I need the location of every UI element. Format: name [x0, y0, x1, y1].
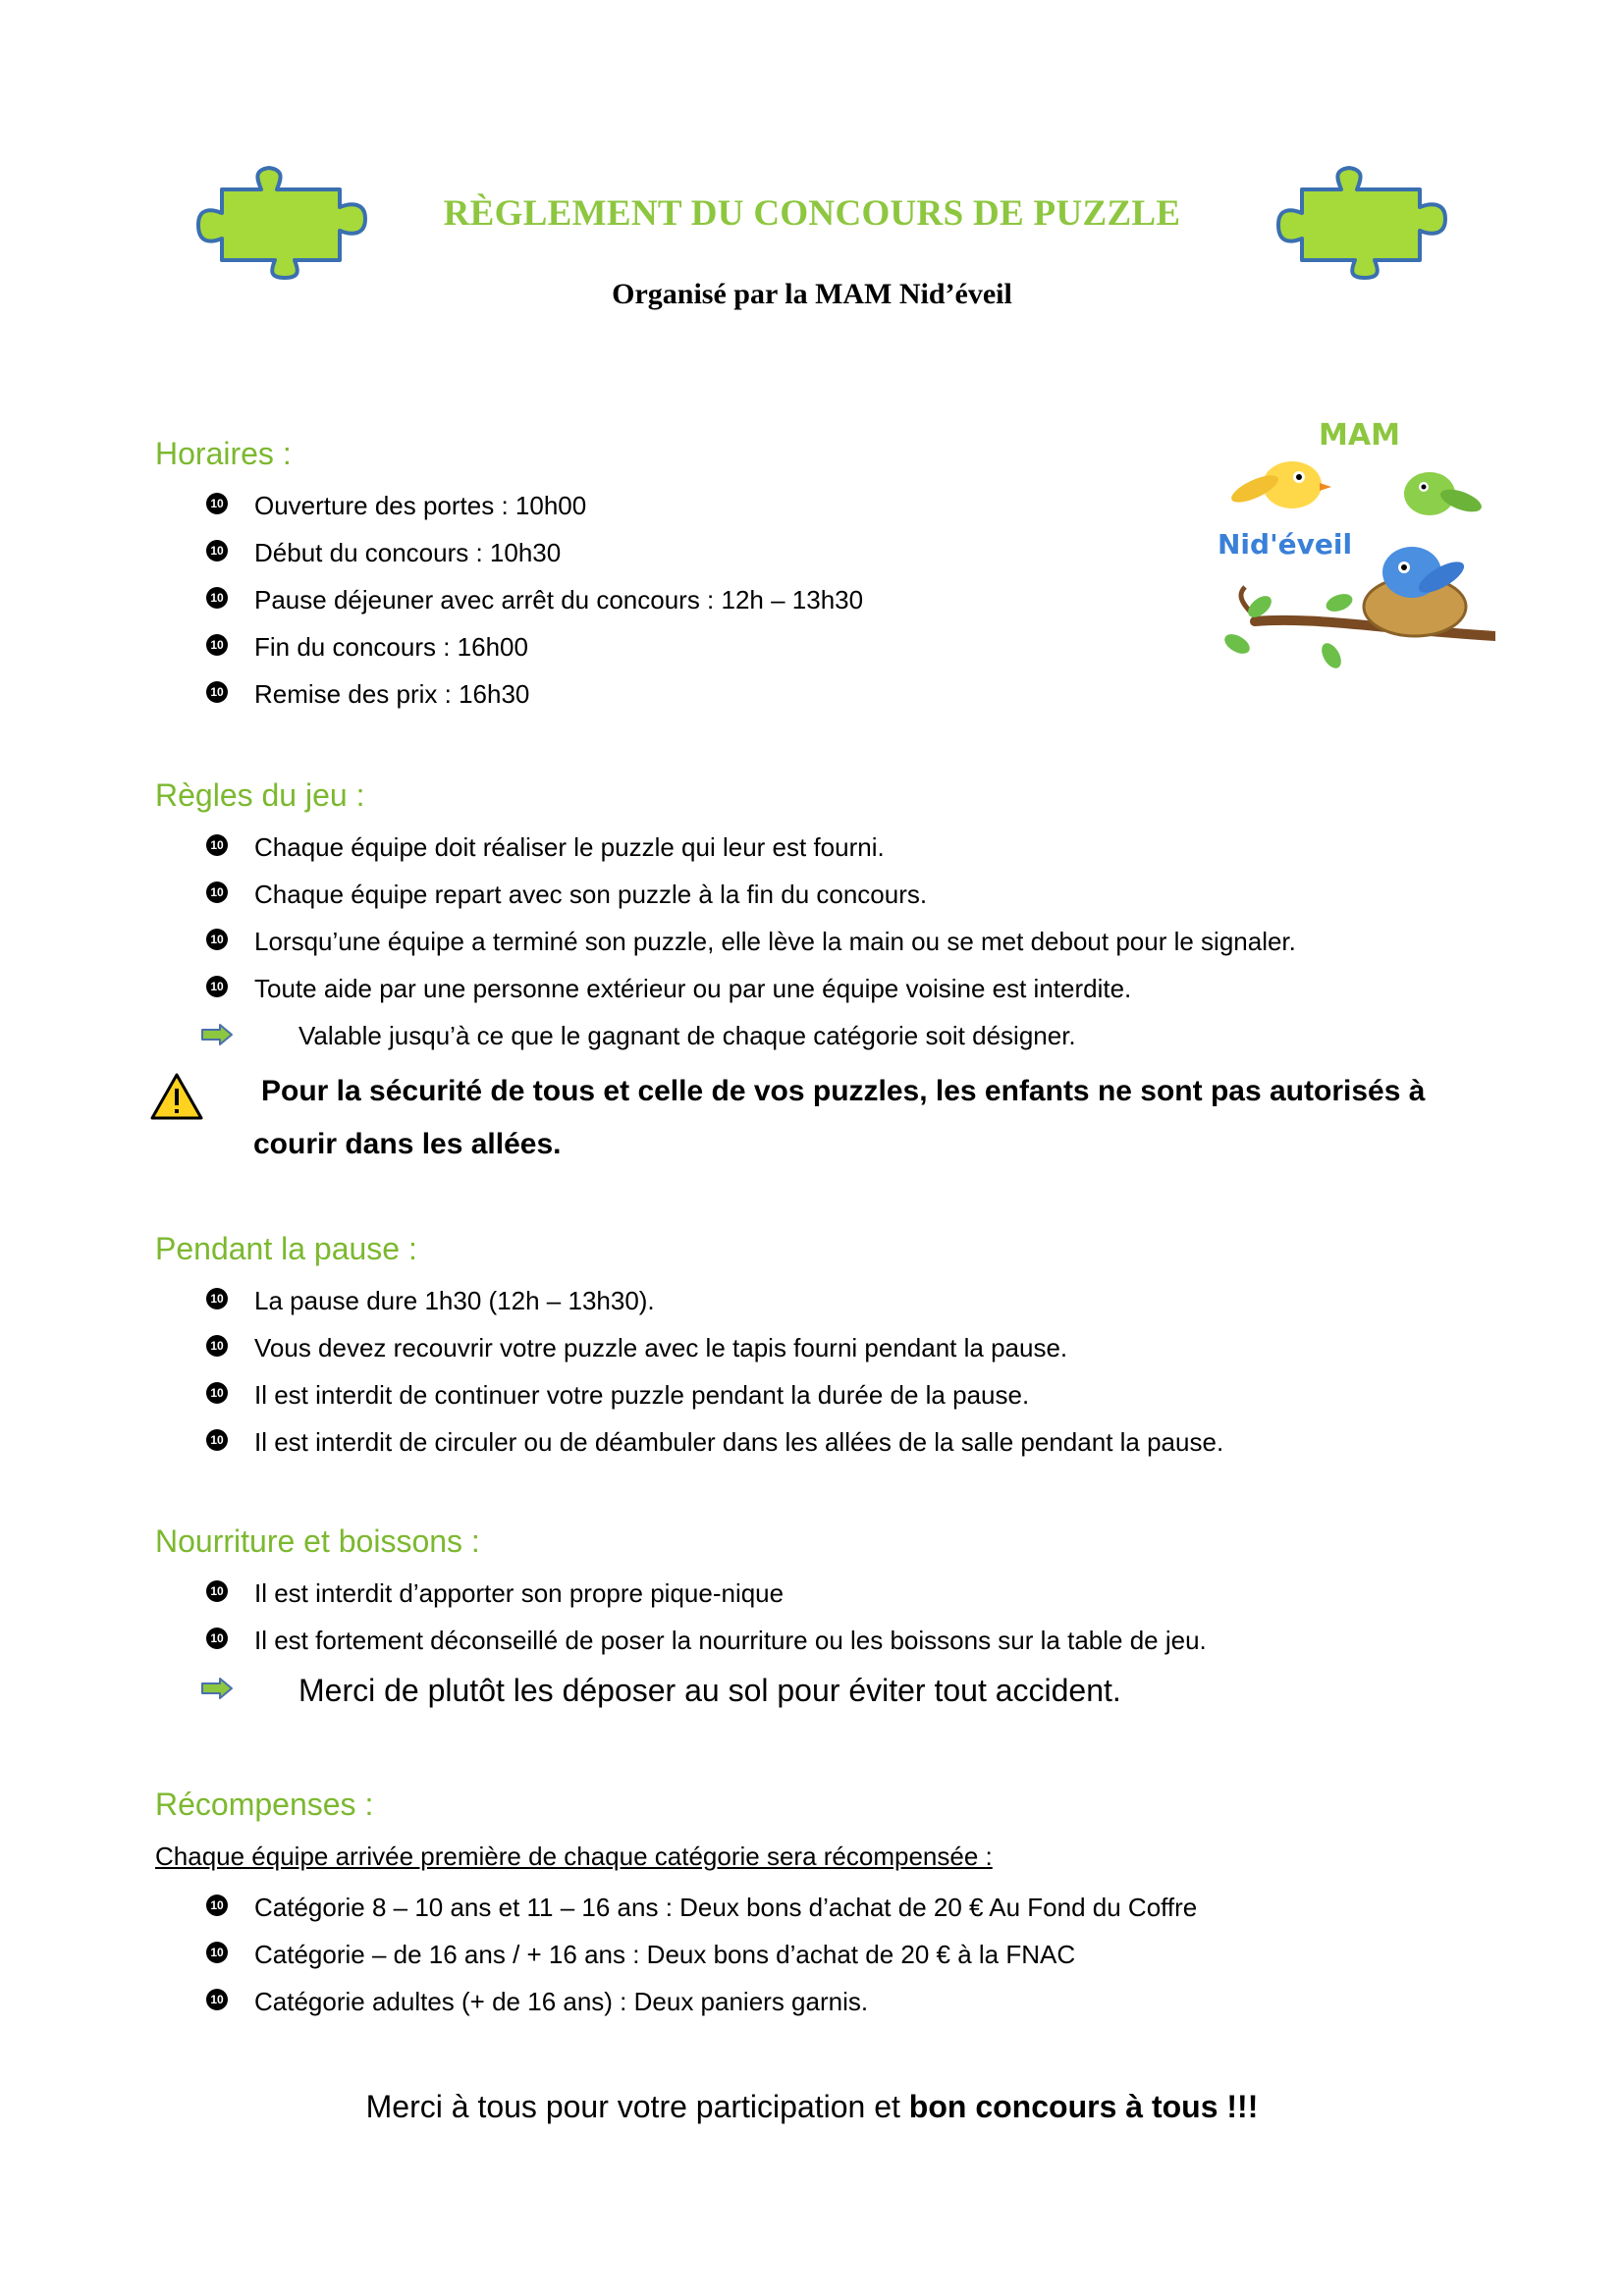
safety-warning: Pour la sécurité de tous et celle de vos puzzles, les enfants ne sont pas autorisés à courir dans les allées.: [253, 1075, 1426, 1160]
bullet-icon: 10: [206, 1429, 228, 1451]
closing-message: Merci à tous pour votre participation et bon concours à tous !!!: [365, 2089, 1259, 2124]
bullet-icon: 10: [206, 929, 228, 950]
bullet-icon: 10: [206, 634, 228, 656]
bullet-icon: 10: [206, 1335, 228, 1357]
bullet-icon: 10: [206, 881, 228, 903]
bullet-icon: 10: [206, 540, 228, 561]
bullet-icon: 10: [206, 493, 228, 514]
bullet-icon: 10: [206, 1288, 228, 1309]
bullet-icon: 10: [206, 1895, 228, 1916]
bullet-icon: 10: [206, 587, 228, 609]
page-title: RÈGLEMENT DU CONCOURS DE PUZZLE: [443, 193, 1181, 234]
mam-logo: [1216, 420, 1495, 680]
page-subtitle: Organisé par la MAM Nid’éveil: [612, 278, 1012, 310]
bullet-icon: 10: [206, 1942, 228, 1963]
bullet-icon: 10: [206, 976, 228, 997]
bullet-icon: 10: [206, 1989, 228, 2010]
rewards-intro: Chaque équipe arrivée première de chaque catégorie sera récompensée :: [155, 1842, 993, 1871]
bullet-icon: 10: [206, 834, 228, 856]
section-title-recompenses: Récompenses :: [155, 1787, 374, 1822]
logo-text-nideveil: Nid'éveil: [1218, 528, 1353, 561]
bullet-icon: 10: [206, 1628, 228, 1649]
arrow-right-icon: [200, 1677, 234, 1700]
section-title-pause: Pendant la pause :: [155, 1231, 417, 1266]
section-title-regles: Règles du jeu :: [155, 777, 365, 813]
bullet-icon: 10: [206, 1580, 228, 1602]
warning-icon: [149, 1072, 204, 1121]
bullet-icon: 10: [206, 681, 228, 703]
section-title-nourriture: Nourriture et boissons :: [155, 1523, 480, 1559]
logo-text-mam: MAM: [1319, 418, 1400, 453]
bullet-icon: 10: [206, 1382, 228, 1404]
section-title-horaires: Horaires :: [155, 436, 292, 471]
arrow-right-icon: [200, 1023, 234, 1046]
